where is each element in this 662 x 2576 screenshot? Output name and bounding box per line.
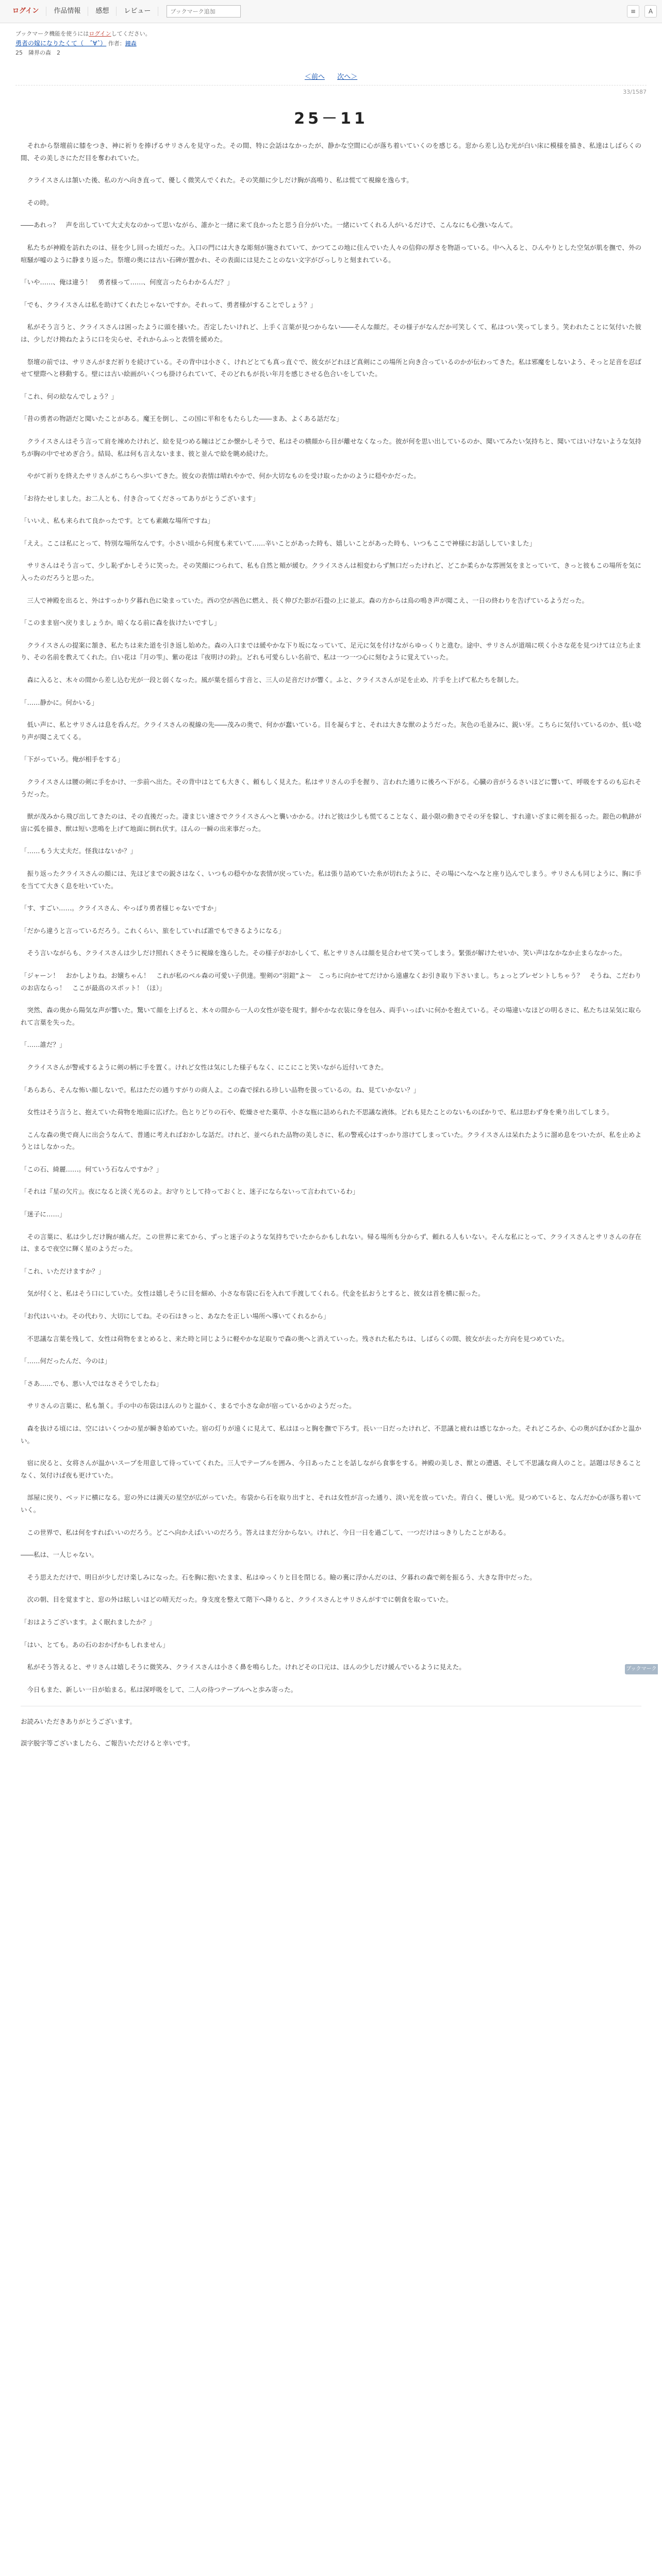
body-paragraph: 部屋に戻り、ベッドに横になる。窓の外には満天の星空が広がっていた。布袋から石を取り出すと、それは女性が言った通り、淡い光を放っていた。青白く、優しい光。見つめていると、なんだか心が落ち着いていく。 xyxy=(21,1494,641,1514)
novel-body xyxy=(0,140,662,1696)
body-paragraph: クライスさんが警戒するように剣の柄に手を置く。けれど女性は気にした様子もなく、にこにこと笑いながら近付いてきた。 xyxy=(27,1063,388,1071)
afterword-paragraph: お読みいただきありがとうございます。 xyxy=(21,1718,137,1726)
body-paragraph: 低い声に、私とサリさんは息を呑んだ。クライスさんの視線の先――茂みの奥で、何かが蠢いている。目を凝らすと、それは大きな獣のようだった。灰色の毛並みに、鋭い牙。こちらに気付いているのか、低い唸り声が聞こえてくる。 xyxy=(21,721,641,741)
body-paragraph: 獣が茂みから飛び出してきたのは、その直後だった。凄まじい速さでクライスさんへと襲いかかる。けれど彼は少しも慌てることなく、最小限の動きでその牙を躱し、すれ違いざまに剣を振るった。銀色の軌跡が宙に弧を描き、獣は短い悲鳴を上げて地面に倒れ伏す。ほんの一瞬の出来事だった。 xyxy=(21,812,641,833)
body-paragraph: そう思えただけで、明日が少しだけ楽しみになった。石を胸に抱いたまま、私はゆっくりと目を閉じる。瞼の裏に浮かんだのは、夕暮れの森で剣を振るう、大きな背中だった。 xyxy=(27,1573,536,1581)
body-paragraph: 「いいえ、私も来られて良かったです。とても素敵な場所ですね」 xyxy=(21,517,214,525)
body-paragraph: それから祭壇前に膝をつき、神に祈りを捧げるサリさんを見守った。その間、特に会話はなかったが、静かな空間に心が落ち着いていくのを感じる。窓から差し込む光が白い床に模様を描き、私達はしばらくの間、その美しさにただ目を奪われていた。 xyxy=(21,142,641,162)
body-paragraph: 「昔の勇者の物語だと聞いたことがある。魔王を倒し、この国に平和をもたらした――まあ、よくある話だな」 xyxy=(21,415,343,423)
body-paragraph: 気が付くと、私はそう口にしていた。女性は嬉しそうに目を細め、小さな布袋に石を入れて手渡してくれる。代金を払おうとすると、彼女は首を横に振った。 xyxy=(27,1290,485,1298)
body-paragraph: 「いや……、俺は違う！ 勇者様って……、何度言ったらわかるんだ？」 xyxy=(21,278,234,286)
font-size-icon[interactable]: A xyxy=(644,5,657,18)
body-paragraph: 「だから違うと言っているだろう。これくらい、旅をしていれば誰でもできるようになる」 xyxy=(21,926,285,935)
episode-counter: 33/1587 xyxy=(623,89,647,95)
chapter-label: 25 隣界の森 2 xyxy=(15,49,60,56)
top-right-controls xyxy=(627,5,657,18)
body-paragraph: その言葉に、私は少しだけ胸が痛んだ。この世界に来てから、ずっと迷子のような気持ちでいたからかもしれない。帰る場所も分からず、頼れる人もいない。そんな私にとって、クライスさんとサリさんの存在は、まるで夜空に輝く星のようだった。 xyxy=(21,1232,641,1253)
body-paragraph: 「……誰だ？」 xyxy=(21,1041,66,1049)
body-paragraph: 「それは『星の欠片』。夜になると淡く光るのよ。お守りとして持っておくと、迷子にならないって言われているわ」 xyxy=(21,1188,359,1196)
body-paragraph: サリさんの言葉に、私も頷く。手の中の布袋はほんのりと温かく、まるで小さな命が宿っているかのようだった。 xyxy=(27,1402,356,1410)
body-paragraph: ――あれっ？ 声を出していて大丈夫なのかって思いながら、誰かと一緒に来て良かったと思う自分がいた。一緒にいてくれる人がいるだけで、こんなにも心強いなんて。 xyxy=(21,221,517,229)
body-paragraph: 「お代はいいわ。その代わり、大切にしてね。その石はきっと、あなたを正しい場所へ導いてくれるから」 xyxy=(21,1312,330,1320)
body-paragraph: 「お待たせしました。お二人とも、付き合ってくださってありがとうございます」 xyxy=(21,494,259,502)
bookmark-login-notice xyxy=(15,29,647,39)
body-paragraph: 「でも、クライスさんは私を助けてくれたじゃないですか。それって、勇者様がすることでしょう？」 xyxy=(21,300,317,309)
body-paragraph: 「迷子に……」 xyxy=(21,1210,66,1218)
episode-title: 25－11 xyxy=(294,110,368,128)
body-paragraph: 振り返ったクライスさんの顔には、先ほどまでの鋭さはなく、いつもの穏やかな表情が戻っていた。私は張り詰めていた糸が切れたように、その場にへなへなと座り込んでしまう。サリさんも同じように、胸に手を当てて大きく息を吐いていた。 xyxy=(21,869,641,890)
body-paragraph: サリさんはそう言って、少し恥ずかしそうに笑った。その笑顔につられて、私も自然と頬が緩む。クライスさんは相変わらず無口だったけれど、どこか柔らかな雰囲気をまとっていて、きっと彼もこの場所を気に入ったのだろうと思った。 xyxy=(21,562,641,582)
body-paragraph: この世界で、私は何をすればいいのだろう。どこへ向かえばいいのだろう。答えはまだ分からない。けれど、今日一日を過ごして、一つだけはっきりしたことがある。 xyxy=(27,1528,510,1536)
body-paragraph: そう言いながらも、クライスさんは少しだけ照れくさそうに視線を逸らした。その様子がおかしくて、私とサリさんは顔を見合わせて笑ってしまう。緊張が解けたせいか、笑い声はなかなか止まらなかった。 xyxy=(27,949,626,957)
body-paragraph: ――私は、一人じゃない。 xyxy=(21,1551,98,1559)
body-paragraph: その時。 xyxy=(27,198,53,207)
episode-pager xyxy=(0,71,662,81)
bookmark-login-link[interactable]: ログイン xyxy=(89,30,111,37)
impressions-link[interactable]: 感想 xyxy=(88,7,117,16)
body-paragraph: 女性はそう言うと、抱えていた荷物を地面に広げた。色とりどりの石や、乾燥させた薬草、小さな瓶に詰められた不思議な液体。どれも見たことのないものばかりで、私は思わず身を乗り出してしまう。 xyxy=(27,1108,614,1116)
afterword-paragraph: 誤字脱字等ございましたら、ご報告いただけると幸いです。 xyxy=(21,1739,194,1747)
works-info-link[interactable]: 作品情報 xyxy=(46,7,88,16)
body-paragraph: 私たちが神殿を訪れたのは、昼を少し回った頃だった。入口の門には大きな彫刻が施されていて、かつてこの地に住んでいた人々の信仰の厚さを物語っている。中へ入ると、ひんやりとした空気が肌を撫で、外の喧騒が嘘のように静まり返った。祭壇の奥には古い石碑が置かれ、その表面には見たことのない文字がびっしりと刻まれている。 xyxy=(21,243,641,264)
body-paragraph: クライスさんはそう言って肩を竦めたけれど、絵を見つめる瞳はどこか懐かしそうで、私はその横顔から目が離せなくなった。彼が何を思い出しているのか、聞いてみたい気持ちと、聞いてはいけないような気持ちが胸の中でせめぎ合う。結局、私は何も言えないまま、彼と並んで絵を眺め続けた。 xyxy=(21,437,641,457)
body-paragraph: 「これ、いただけますか？」 xyxy=(21,1267,105,1275)
body-paragraph: 「……何だったんだ、今のは」 xyxy=(21,1357,111,1365)
body-paragraph: 「この石、綺麗……。何ていう石なんですか？」 xyxy=(21,1165,163,1173)
prev-episode-link[interactable]: ＜前へ xyxy=(304,73,325,81)
body-paragraph: 「さあ……でも、悪い人ではなさそうでしたね」 xyxy=(21,1379,163,1387)
bookmark-side-tab[interactable]: ブックマーク xyxy=(625,1664,658,1674)
body-paragraph: こんな森の奥で商人に出会うなんて、普通に考えればおかしな話だ。けれど、並べられた品物の美しさに、私の警戒心はすっかり溶けてしまっていた。クライスさんは呆れたように溜め息をついたが、私を止めようとはしなかった。 xyxy=(21,1130,641,1151)
body-paragraph: 三人で神殿を出ると、外はすっかり夕暮れ色に染まっていた。西の空が茜色に燃え、長く伸びた影が石畳の上に並ぶ。森の方からは鳥の鳴き声が聞こえ、一日の終わりを告げているようだった。 xyxy=(27,596,589,604)
body-paragraph: 「おはようございます。よく眠れましたか？」 xyxy=(21,1618,156,1626)
body-paragraph: 「……静かに。何かいる」 xyxy=(21,698,98,706)
bookmark-notice-suffix: してください。 xyxy=(111,30,151,37)
body-paragraph: 「このまま宿へ戻りましょうか。暗くなる前に森を抜けたいですし」 xyxy=(21,619,221,627)
next-episode-link[interactable]: 次へ＞ xyxy=(337,73,358,81)
author-label: 作者： xyxy=(108,40,125,47)
body-paragraph: 「す、すごい……。クライスさん、やっぱり勇者様じゃないですか」 xyxy=(21,904,220,912)
body-paragraph: 「これ、何の絵なんでしょう？」 xyxy=(21,392,118,400)
body-paragraph: 森を抜ける頃には、空にはいくつかの星が瞬き始めていた。宿の灯りが遠くに見えて、私はほっと胸を撫で下ろす。長い一日だったけれど、不思議と疲れは感じなかった。それどころか、心の奥がぽかぽかと温かい。 xyxy=(21,1425,641,1445)
body-paragraph: 「……もう大丈夫だ。怪我はないか？」 xyxy=(21,847,137,855)
body-paragraph: やがて祈りを終えたサリさんがこちらへ歩いてきた。彼女の表情は晴れやかで、何か大切なものを受け取ったかのように穏やかだった。 xyxy=(27,472,420,480)
body-paragraph: 「下がっていろ。俺が相手をする」 xyxy=(21,755,124,764)
body-paragraph: 次の朝、目を覚ますと、窓の外は眩しいほどの晴天だった。身支度を整えて階下へ降りると、クライスさんとサリさんがすでに朝食を取っていた。 xyxy=(27,1596,453,1604)
body-paragraph: クライスさんは腰の剣に手をかけ、一歩前へ出た。その背中はとても大きく、頼もしく見えた。私はサリさんの手を握り、言われた通りに後ろへ下がる。心臓の音がうるさいほどに響いて、呼吸をするのも忘れそうだった。 xyxy=(21,778,641,798)
footer-spacer xyxy=(0,1759,662,1780)
afterword xyxy=(21,1706,641,1749)
login-link[interactable]: ログイン xyxy=(5,7,46,16)
review-link[interactable]: レビュー xyxy=(117,7,158,16)
body-paragraph: 突然、森の奥から陽気な声が響いた。驚いて顔を上げると、木々の間から一人の女性が姿を現す。鮮やかな衣装に身を包み、両手いっぱいに何かを抱えている。その場違いなほどの明るさに、私たちは呆気に取られて言葉を失った。 xyxy=(21,1006,641,1026)
novel-title-link[interactable]: 勇者の嫁になりたくて（ ˆ∀ˆ） xyxy=(15,40,107,47)
body-paragraph: 今日もまた、新しい一日が始まる。私は深呼吸をして、二人の待つテーブルへと歩み寄った。 xyxy=(27,1685,297,1693)
body-paragraph: 「ええ。ここは私にとって、特別な場所なんです。小さい頃から何度も来ていて……辛いことがあった時も、嬉しいことがあった時も、いつもここで神様にお話ししていました」 xyxy=(21,539,536,547)
body-paragraph: 「あらあら、そんな怖い顔しないで。私はただの通りすがりの商人よ。この森で採れる珍しい品物を扱っているの。ね、見ていかない？」 xyxy=(21,1086,420,1094)
body-paragraph: 「ジャーン！ おかしよりね。お嬢ちゃん！ これが私のベル森の可愛い子供達。聖剣の“羽鎧”よ～ こっちに向かせてだけから遠慮なくお引き取り下さいまし。ちょっとプレゼントしちゃう？ そうね、こだわりのお店ならっ！ ここが最高のスポット！（ほ）」 xyxy=(21,971,641,992)
bookmark-add-box[interactable] xyxy=(167,5,241,18)
author-link[interactable]: 鐘森 xyxy=(125,40,137,47)
body-paragraph: 宿に戻ると、女将さんが温かいスープを用意して待っていてくれた。三人でテーブルを囲み、今日あったことを話しながら食事をする。神殿の美しさ、獣との遭遇、そして不思議な商人のこと。話題は尽きることなく、気付けば夜も更けていた。 xyxy=(21,1459,641,1479)
top-navigation-bar xyxy=(0,0,662,23)
body-paragraph: クライスさんは頷いた後、私の方へ向き直って、優しく微笑んでくれた。その笑顔に少しだけ胸が高鳴り、私は慌てて視線を逸らす。 xyxy=(27,176,413,184)
body-paragraph: 「はい、とても。あの石のおかげかもしれません」 xyxy=(21,1640,169,1649)
novel-header xyxy=(0,23,662,58)
body-paragraph: 私がそう答えると、サリさんは嬉しそうに微笑み、クライスさんは小さく鼻を鳴らした。けれどその口元は、ほんの少しだけ緩んでいるように見えた。 xyxy=(27,1663,466,1671)
menu-icon[interactable]: ≡ xyxy=(627,5,639,18)
body-paragraph: 祭壇の前では、サリさんがまだ祈りを続けている。その背中は小さく、けれどとても真っ直ぐで、彼女がどれほど真剣にこの場所と向き合っているのかが伝わってきた。私は邪魔をしないよう、そっと足音を忍ばせて壁際へと移動する。壁には古い絵画がいくつも掛けられていて、そのどれもが長い年月を感じさせる色合いをしていた。 xyxy=(21,358,641,378)
body-paragraph: 森に入ると、木々の間から差し込む光が一段と弱くなった。風が葉を揺らす音と、三人の足音だけが響く。ふと、クライスさんが足を止め、片手を上げて私たちを制した。 xyxy=(27,676,523,684)
body-paragraph: 私がそう言うと、クライスさんは困ったように頭を掻いた。否定したいけれど、上手く言葉が見つからない――そんな顔だ。その様子がなんだか可笑しくて、私はつい笑ってしまう。笑われたことに気付いた彼は、少しだけ拗ねたように口を尖らせ、それからふっと表情を緩めた。 xyxy=(21,323,641,343)
body-paragraph: クライスさんの提案に頷き、私たちは来た道を引き返し始めた。森の入口までは緩やかな下り坂になっていて、足元に気を付けながらゆっくりと進む。途中、サリさんが道端に咲く小さな花を見つけては立ち止まり、その名前を教えてくれた。白い花は『月の雫』、紫の花は『夜明けの鈴』。どれも可愛らしい名前で、私は一つ一つ心に刻むように覚えていった。 xyxy=(21,641,641,662)
body-paragraph: 不思議な言葉を残して、女性は荷物をまとめると、来た時と同じように軽やかな足取りで森の奥へと消えていった。残された私たちは、しばらくの間、彼女が去った方向を見つめていた。 xyxy=(27,1334,569,1343)
bookmark-notice-text: ブックマーク機能を使うには xyxy=(15,30,89,37)
